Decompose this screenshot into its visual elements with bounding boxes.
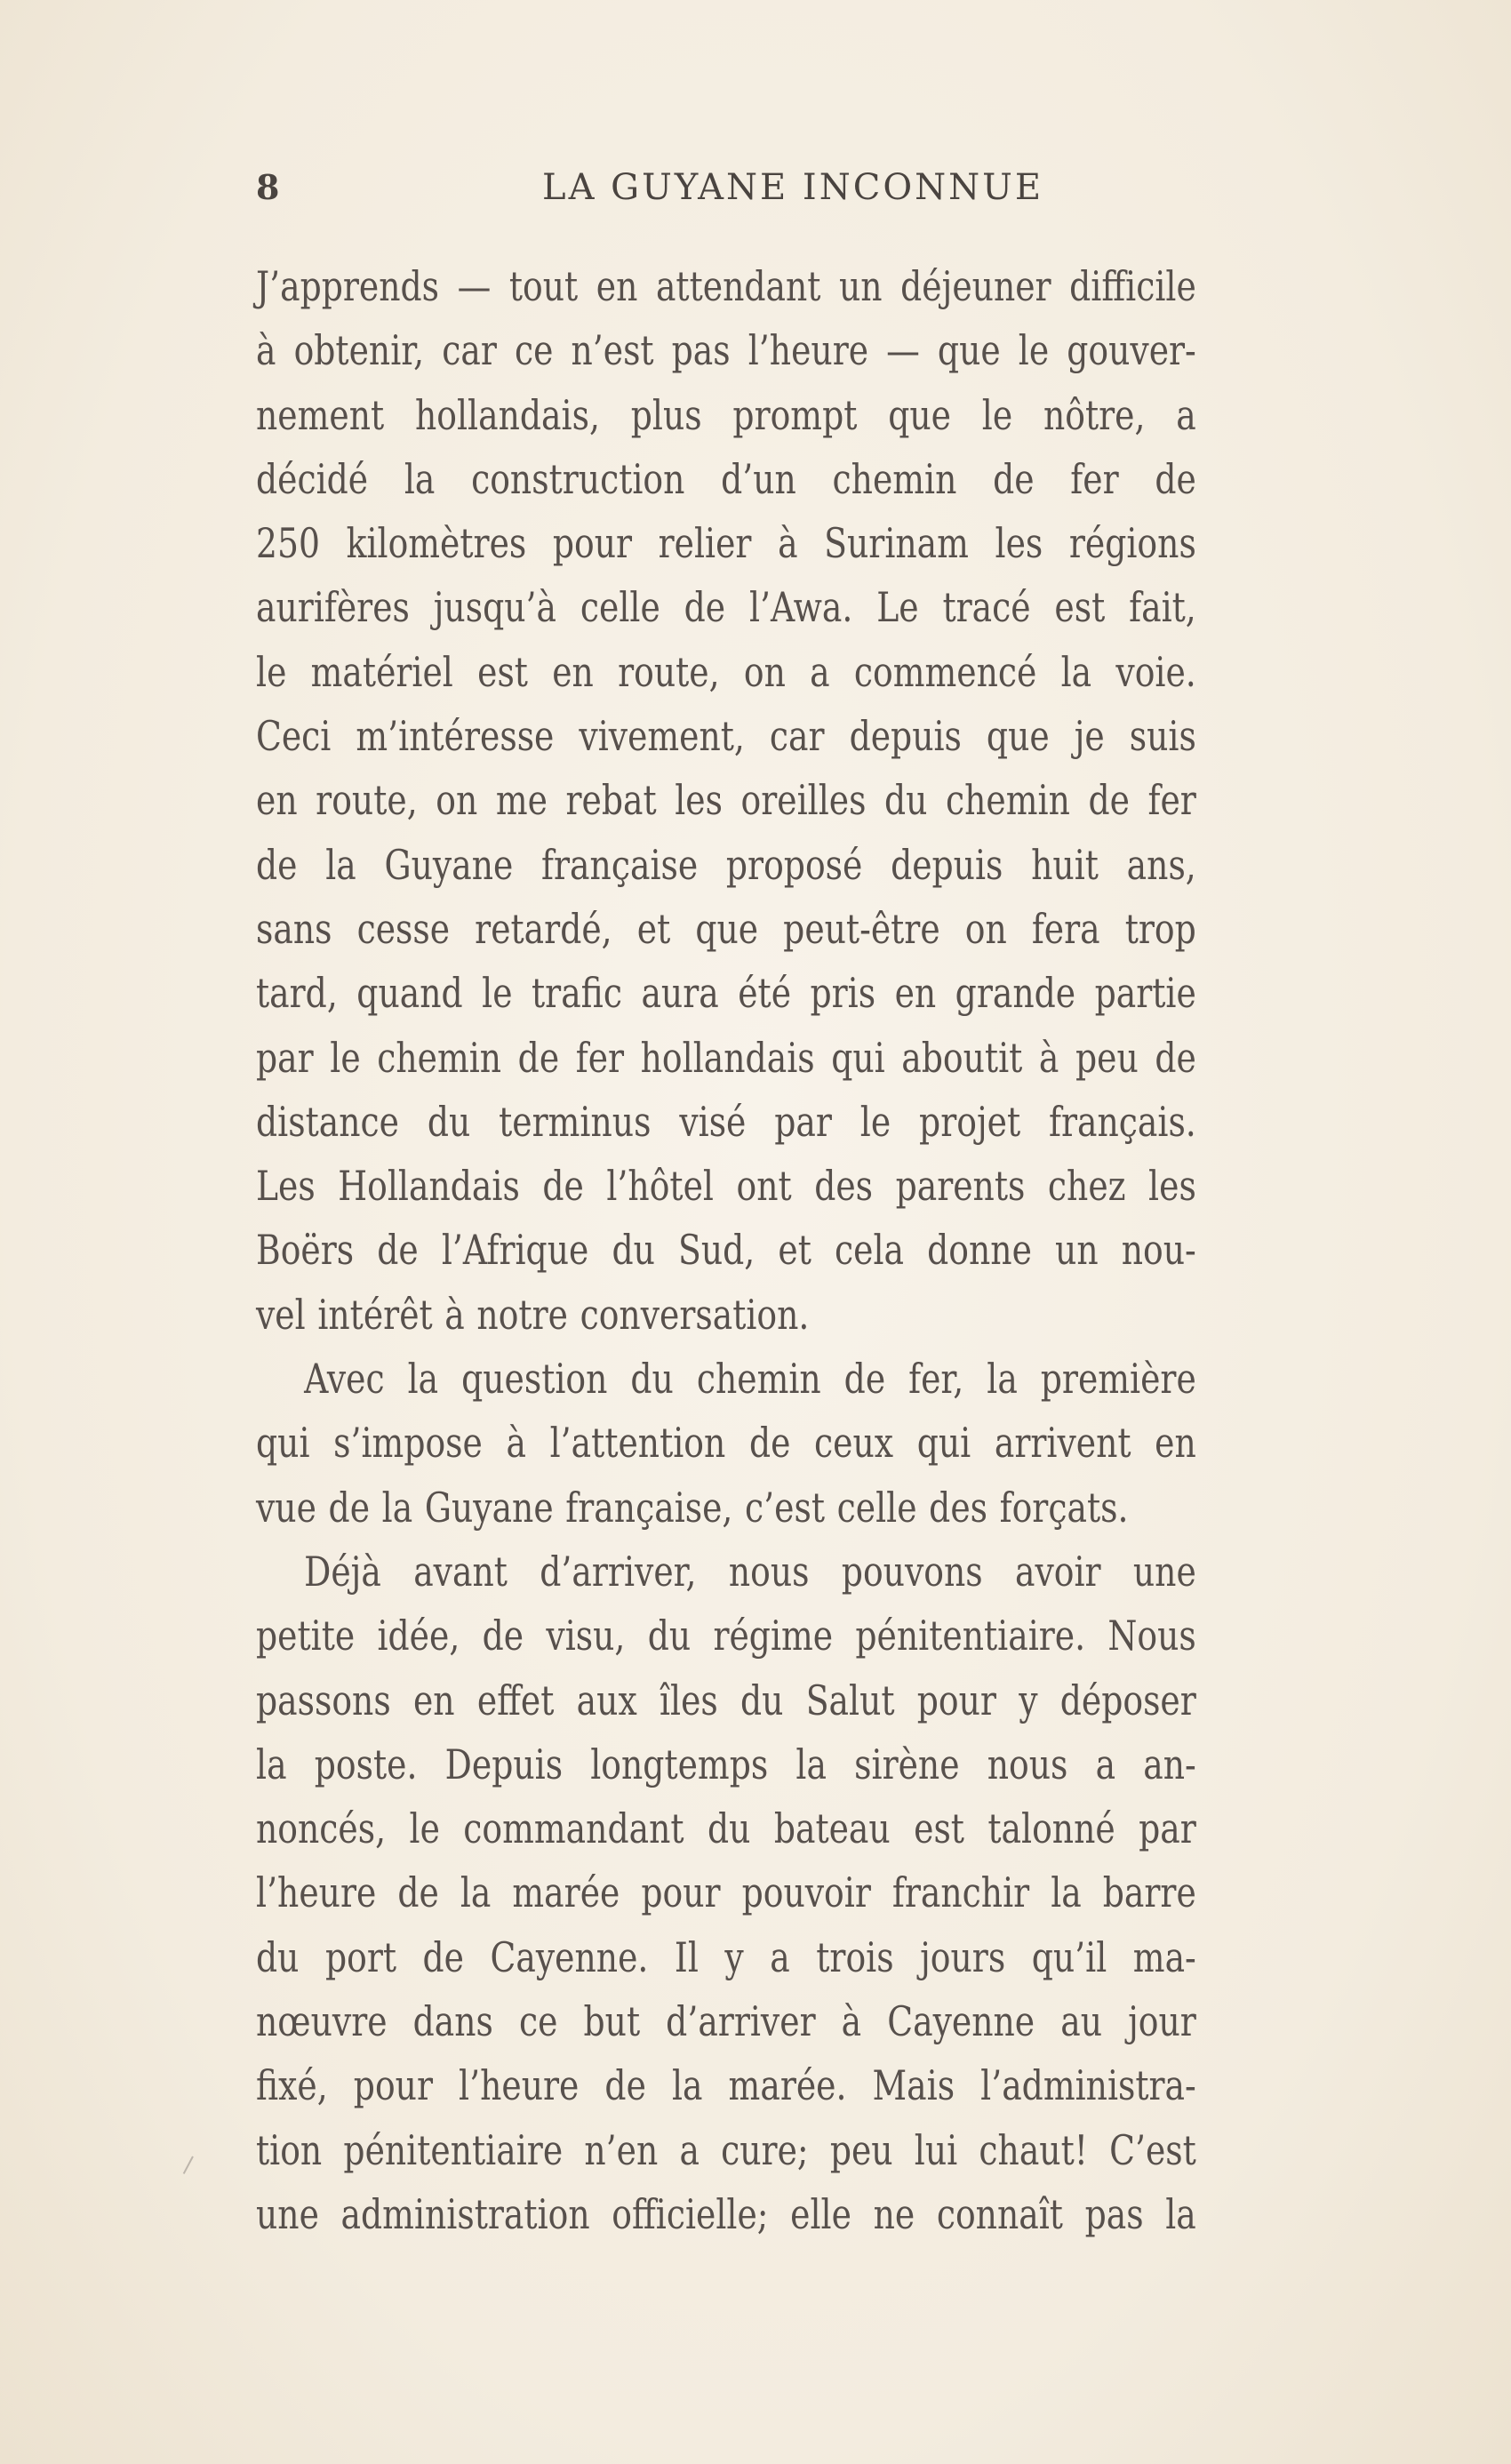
text-line: distance du terminus visé par le projet français. [256, 1097, 1196, 1146]
text-line: 250 kilomètres pour relier à Surinam les régions [256, 519, 1196, 568]
text-line: une administration officielle; elle ne connaît pas la [256, 2189, 1196, 2238]
text-line: qui s’impose à l’attention de ceux qui arrivent en [256, 1419, 1196, 1468]
text-line: du port de Cayenne. Il y a trois jours qu’il ma- [256, 1932, 1196, 1981]
text-line: nœuvre dans ce but d’arriver à Cayenne au jour [256, 1997, 1196, 2046]
text-line: noncés, le commandant du bateau est talonné par [256, 1804, 1196, 1853]
text-line: de la Guyane française proposé depuis huit ans, [256, 840, 1196, 889]
text-line: fixé, pour l’heure de la marée. Mais l’administra- [256, 2061, 1196, 2110]
text-line: en route, on me rebat les oreilles du chemin de fer [256, 776, 1196, 825]
text-line: le matériel est en route, on a commencé la voie. [256, 647, 1196, 696]
text-line: vue de la Guyane française, c’est celle des forçats. [256, 1483, 1129, 1532]
text-line: Avec la question du chemin de fer, la première [304, 1355, 1196, 1404]
text-line: nement hollandais, plus prompt que le nôtre, a [256, 390, 1196, 439]
text-line: la poste. Depuis longtemps la sirène nous a an- [256, 1740, 1196, 1788]
text-line: Déjà avant d’arriver, nous pouvons avoir une [304, 1547, 1196, 1596]
page-number: 8 [256, 167, 281, 207]
text-line: J’apprends — tout en attendant un déjeuner difficile [256, 262, 1196, 310]
text-line: décidé la construction d’un chemin de fer de [256, 454, 1196, 503]
text-line: Ceci m’intéresse vivement, car depuis que je suis [256, 712, 1196, 761]
text-line: passons en effet aux îles du Salut pour y déposer [256, 1676, 1196, 1724]
text-line: petite idée, de visu, du régime pénitentiaire. Nous [256, 1612, 1196, 1660]
page-header [256, 167, 1099, 220]
text-line: Boërs de l’Afrique du Sud, et cela donne un nou- [256, 1226, 1196, 1275]
margin-pencil-mark [183, 2156, 204, 2180]
text-line: tard, quand le trafic aura été pris en grande partie [256, 969, 1196, 1018]
running-title: LA GUYANE INCONNUE [542, 167, 1044, 208]
text-line: à obtenir, car ce n’est pas l’heure — que le gouver- [256, 326, 1196, 375]
text-line: sans cesse retardé, et que peut-être on fera trop [256, 904, 1196, 953]
text-line: vel intérêt à notre conversation. [256, 1290, 810, 1339]
text-line: tion pénitentiaire n’en a cure; peu lui chaut! C’est [256, 2125, 1196, 2174]
text-line: aurifères jusqu’à celle de l’Awa. Le tracé est fait, [256, 583, 1196, 632]
text-line: l’heure de la marée pour pouvoir franchir la barre [256, 1868, 1196, 1917]
text-line: Les Hollandais de l’hôtel ont des parents chez les [256, 1162, 1196, 1211]
body-text [256, 254, 1196, 2246]
text-line: par le chemin de fer hollandais qui aboutit à peu de [256, 1033, 1196, 1082]
